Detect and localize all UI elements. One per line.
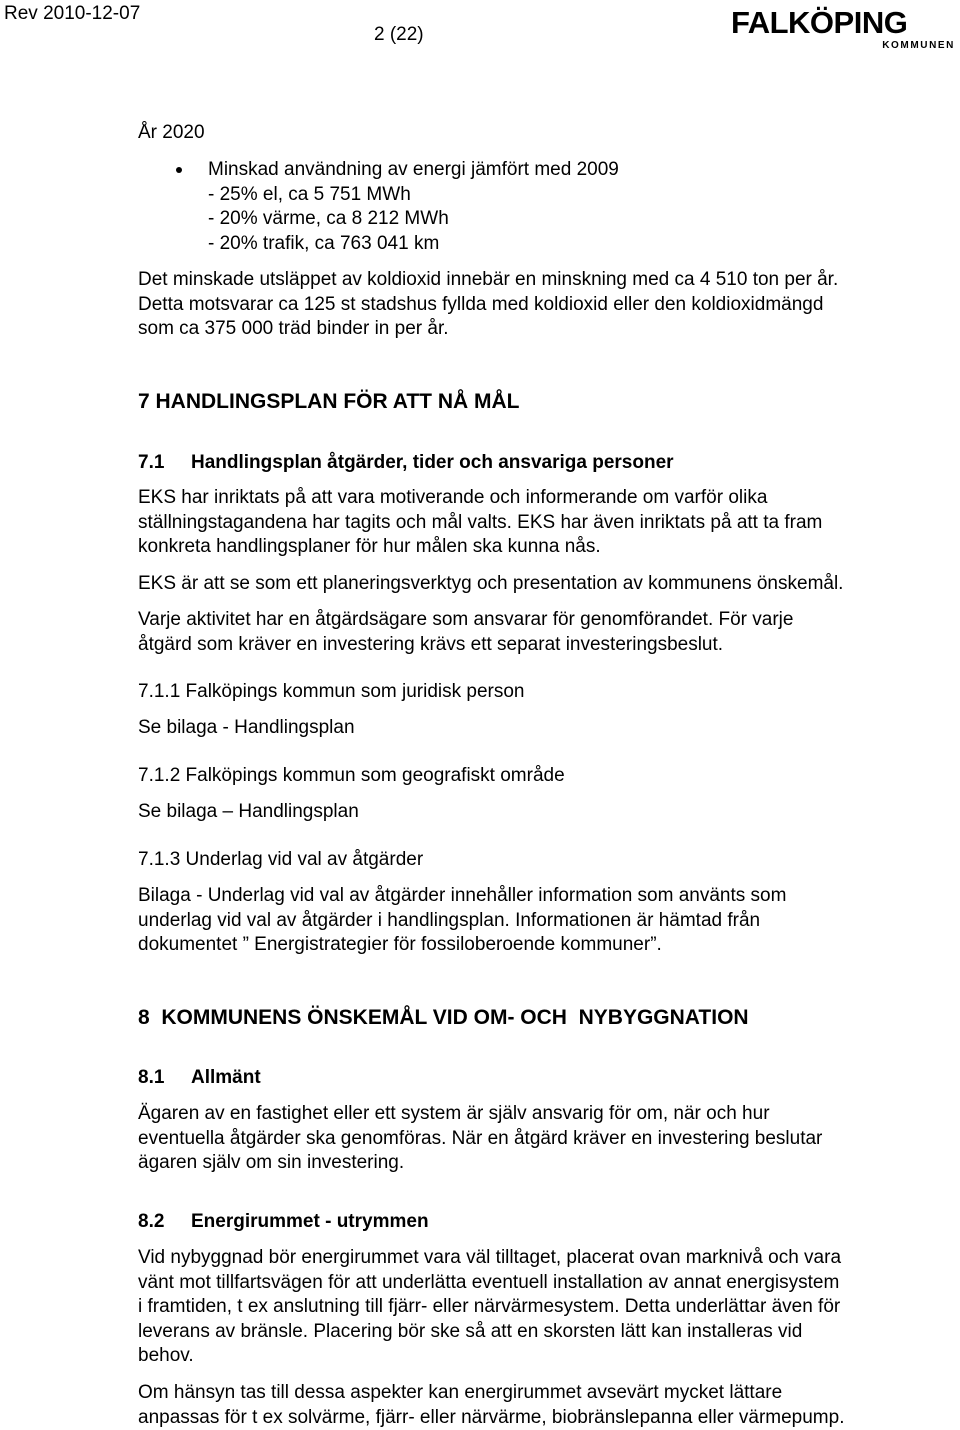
section-7-1-1-heading: 7.1.1 Falköpings kommun som juridisk person xyxy=(138,680,525,705)
section-7-1-2-heading: 7.1.2 Falköpings kommun som geografiskt område xyxy=(138,764,565,789)
paragraph-line: eventuella åtgärder ska genomföras. När en åtgärd kräver en investering beslutar xyxy=(138,1127,822,1152)
section-8-2-heading xyxy=(138,1210,429,1234)
paragraph-line: vänt mot tillfartsvägen för att underlätta eventuell installation av annat energisystem xyxy=(138,1271,839,1296)
paragraph-line: leverans av bränsle. Placering bör ske så att en skorsten lätt kan installeras vid xyxy=(138,1320,802,1345)
revision-date: Rev 2010-12-07 xyxy=(4,2,140,26)
paragraph-line: Om hänsyn tas till dessa aspekter kan energirummet avsevärt mycket lättare xyxy=(138,1381,782,1406)
attachment-reference: Se bilaga – Handlingsplan xyxy=(138,800,359,825)
paragraph-line: EKS är att se som ett planeringsverktyg och presentation av kommunens önskemål. xyxy=(138,572,843,597)
year-heading: År 2020 xyxy=(138,121,205,146)
paragraph-line: åtgärd som kräver en investering krävs ett separat investeringsbeslut. xyxy=(138,633,723,658)
paragraph-line: i framtiden, t ex anslutning till fjärr- eller närvärmesystem. Detta underlättar även för xyxy=(138,1295,840,1320)
section-number: 7.1 xyxy=(138,451,191,475)
paragraph-line: som ca 375 000 träd binder in per år. xyxy=(138,317,449,342)
logo-text: FALKÖPING xyxy=(731,5,907,40)
attachment-reference: Se bilaga - Handlingsplan xyxy=(138,716,355,741)
falkoping-logo xyxy=(731,6,959,56)
logo-subtext: KOMMUNEN xyxy=(882,40,955,52)
section-7-1-heading xyxy=(138,451,674,475)
section-7-heading: 7 HANDLINGSPLAN FÖR ATT NÅ MÅL xyxy=(138,389,519,415)
paragraph-line: underlag vid val av åtgärder i handlingsplan. Informationen är hämtad från xyxy=(138,909,760,934)
paragraph-line: Vid nybyggnad bör energirummet vara väl tilltaget, placerat ovan marknivå och vara xyxy=(138,1246,841,1271)
paragraph-line: Ägaren av en fastighet eller ett system är själv ansvarig för om, när och hur xyxy=(138,1102,770,1127)
section-7-1-3-heading: 7.1.3 Underlag vid val av åtgärder xyxy=(138,848,423,873)
paragraph-line: ägaren själv om sin investering. xyxy=(138,1151,404,1176)
paragraph-line: dokumentet ” Energistrategier för fossiloberoende kommuner”. xyxy=(138,933,662,958)
paragraph-line: EKS har inriktats på att vara motiverande och informerande om varför olika xyxy=(138,486,767,511)
page-number: 2 (22) xyxy=(374,23,424,47)
section-number: 8.1 xyxy=(138,1066,191,1090)
paragraph-line: Varje aktivitet har en åtgärdsägare som ansvarar för genomförandet. För varje xyxy=(138,608,793,633)
logo-wordmark xyxy=(731,6,959,40)
bullet-line: - 25% el, ca 5 751 MWh xyxy=(208,183,411,208)
paragraph-line: anpassas för t ex solvärme, fjärr- eller närvärme, biobränslepanna eller värmepump. xyxy=(138,1406,844,1430)
bullet-dot xyxy=(176,167,182,173)
bullet-line: - 20% värme, ca 8 212 MWh xyxy=(208,207,449,232)
bullet-line: - 20% trafik, ca 763 041 km xyxy=(208,232,439,257)
section-8-1-heading xyxy=(138,1066,261,1090)
paragraph-line: Detta motsvarar ca 125 st stadshus fyllda med koldioxid eller den koldioxidmängd xyxy=(138,293,823,318)
section-title: Energirummet - utrymmen xyxy=(191,1211,429,1232)
section-8-heading: 8 KOMMUNENS ÖNSKEMÅL VID OM- OCH NYBYGGNATION xyxy=(138,1005,749,1031)
section-title: Handlingsplan åtgärder, tider och ansvariga personer xyxy=(191,452,674,473)
bullet-line: Minskad användning av energi jämfört med 2009 xyxy=(208,158,619,183)
paragraph-line: Det minskade utsläppet av koldioxid innebär en minskning med ca 4 510 ton per år. xyxy=(138,268,838,293)
paragraph-line: konkreta handlingsplaner för hur målen ska kunna nås. xyxy=(138,535,601,560)
paragraph-line: ställningstagandena har tagits och mål valts. EKS har även inriktats på att ta fram xyxy=(138,511,822,536)
section-number: 8.2 xyxy=(138,1210,191,1234)
paragraph-line: behov. xyxy=(138,1344,194,1369)
section-title: Allmänt xyxy=(191,1067,261,1088)
paragraph-line: Bilaga - Underlag vid val av åtgärder innehåller information som använts som xyxy=(138,884,786,909)
